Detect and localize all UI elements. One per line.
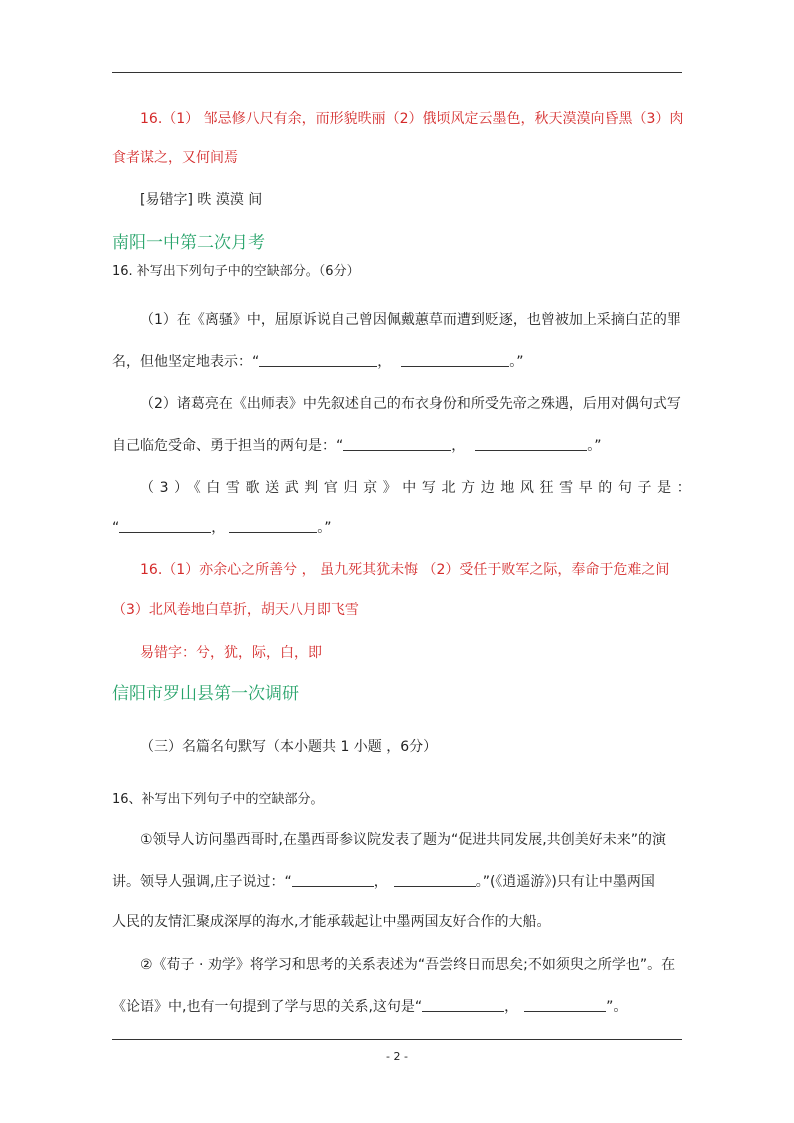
part-3-title: （三）名篇名句默写（本小题共 1 小题 ，6分） xyxy=(140,739,438,755)
comma: ， xyxy=(451,438,466,454)
section-heading-nanyang: 南阳一中第二次月考 xyxy=(112,233,265,253)
answer-16-line1: 16.（1） 邹忌修八尺有余，而形貌昳丽（2）俄顷风定云墨色，秋天漠漠向昏黑（3）肉 xyxy=(140,111,684,127)
item1-line1: ①领导人访问墨西哥时,在墨西哥参议院发表了题为“促进共同发展,共创美好未来”的演 xyxy=(140,832,666,848)
answer-16b-line1: 16.（1）亦余心之所善兮 ， 虽九死其犹未悔 （2）受任于败军之际，奉命于危难之间 xyxy=(140,562,670,578)
q1-text: 名，但他坚定地表示：“ xyxy=(112,354,260,370)
section-heading-xinyang: 信阳市罗山县第一次调研 xyxy=(112,684,299,704)
answer-blank[interactable] xyxy=(401,352,509,367)
item2-text: 《论语》中,也有一句提到了学与思的关系,这句是“ xyxy=(112,999,423,1015)
header-rule xyxy=(112,72,682,73)
page-number: - 2 - xyxy=(386,1050,408,1063)
answer-blank[interactable] xyxy=(524,997,606,1012)
q1-line2 xyxy=(112,352,524,372)
q1-line1: （1）在《离骚》中，屈原诉说自己曾因佩戴蕙草而遭到贬逐，也曾被加上采摘白芷的罪 xyxy=(140,312,681,328)
close-quote: 。” xyxy=(509,354,524,370)
close-quote: ”。 xyxy=(606,999,628,1015)
q3-line2 xyxy=(112,518,332,538)
close-quote: 。” xyxy=(587,438,602,454)
item1-line3: 人民的友情汇聚成深厚的海水,才能承载起让中墨两国友好合作的大船。 xyxy=(112,914,551,930)
q2-text: 自己临危受命、勇于担当的两句是：“ xyxy=(112,438,344,454)
q3-line1: （3）《白雪歌送武判官归京》中写北方边地风狂雪早的句子是： xyxy=(140,480,697,496)
answer-16b-line2: （3）北风卷地白草折，胡天八月即飞雪 xyxy=(112,602,359,618)
answer-blank[interactable] xyxy=(394,872,476,887)
answer-blank[interactable] xyxy=(422,997,504,1012)
item1-text: 讲。领导人强调,庄子说过：“ xyxy=(112,874,292,890)
item1-line2 xyxy=(112,872,655,892)
comma: ， xyxy=(504,999,519,1015)
footer-rule xyxy=(112,1039,682,1040)
answer-blank[interactable] xyxy=(259,352,377,367)
answer-16-line2: 食者谋之，又何间焉 xyxy=(112,150,238,166)
q2-line1: （2）诸葛亮在《出师表》中先叙述自己的布衣身份和所受先帝之殊遇，后用对偶句式写 xyxy=(140,396,681,412)
q2-line2 xyxy=(112,436,602,456)
item2-line2 xyxy=(112,997,627,1017)
answer-16b-errors: 易错字：兮，犹，际，白，即 xyxy=(140,645,322,661)
answer-blank[interactable] xyxy=(475,436,587,451)
answer-blank[interactable] xyxy=(119,518,211,533)
close-quote: 。” xyxy=(317,520,332,536)
item2-line1: ②《荀子 · 劝学》将学习和思考的关系表述为“吾尝终日而思矣;不如须臾之所学也”。在 xyxy=(140,957,676,973)
comma: ， xyxy=(377,354,392,370)
comma: ， xyxy=(211,520,226,536)
question-16-xinyang: 16、补写出下列句子中的空缺部分。 xyxy=(112,792,324,807)
open-quote: “ xyxy=(112,520,120,536)
question-16: 16. 补写出下列句子中的空缺部分。（6分） xyxy=(112,264,360,279)
answer-16-errors: [易错字] 昳 漠漠 间 xyxy=(140,192,263,208)
answer-blank[interactable] xyxy=(229,518,317,533)
answer-blank[interactable] xyxy=(292,872,374,887)
answer-blank[interactable] xyxy=(343,436,451,451)
comma: ， xyxy=(373,874,388,890)
item1-tail: 。”(《逍遥游》)只有让中墨两国 xyxy=(475,874,655,890)
